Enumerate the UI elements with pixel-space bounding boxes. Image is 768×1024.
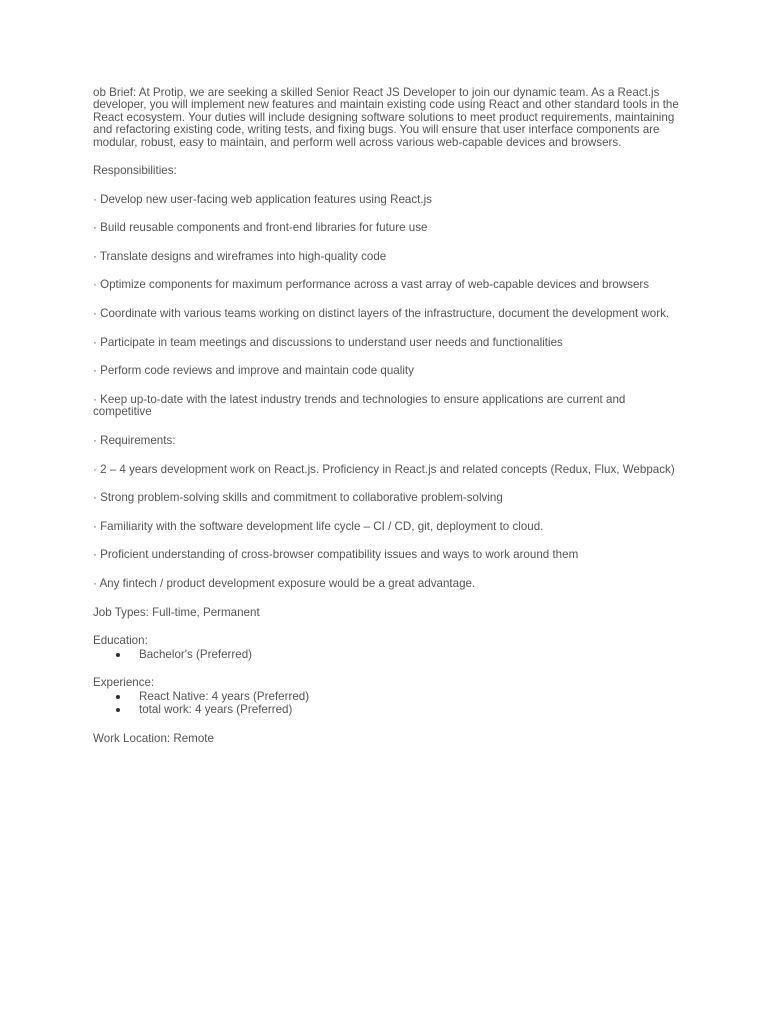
requirements-heading: · Requirements:	[93, 433, 176, 447]
list-item: React Native: 4 years (Preferred)	[93, 690, 679, 704]
responsibility-item: · Perform code reviews and improve and maintain code quality	[93, 364, 414, 378]
education-list	[93, 648, 679, 662]
list-item: Bachelor's (Preferred)	[93, 648, 679, 662]
responsibility-item: · Build reusable components and front-end libraries for future use	[93, 221, 428, 235]
requirement-item: · 2 – 4 years development work on React.js. Proficiency in React.js and related concepts (Redux, Flux, Webpack)	[93, 462, 675, 476]
experience-list	[93, 690, 679, 717]
responsibility-item: · Develop new user-facing web application features using React.js	[93, 192, 432, 206]
responsibility-item: · Participate in team meetings and discussions to understand user needs and functionalities	[93, 335, 563, 349]
requirement-item: · Familiarity with the software development life cycle – CI / CD, git, deployment to cloud.	[93, 519, 544, 533]
responsibility-item: · Keep up-to-date with the latest industry trends and technologies to ensure applications are current and competitive	[93, 392, 626, 419]
responsibility-item: · Translate designs and wireframes into high-quality code	[93, 249, 387, 263]
responsibility-item: · Optimize components for maximum performance across a vast array of web-capable devices and browsers	[93, 278, 650, 292]
responsibility-item: · Coordinate with various teams working on distinct layers of the infrastructure, document the development work.	[93, 307, 670, 320]
requirement-item: · Proficient understanding of cross-browser compatibility issues and ways to work around them	[93, 548, 579, 562]
list-item: total work: 4 years (Preferred)	[93, 703, 679, 717]
job-brief-paragraph: ob Brief: At Protip, we are seeking a skilled Senior React JS Developer to join our dynamic team. As a React.js developer, you will implement new features and maintain existing code using React and other standard tools in the React ecosystem. Your duties will include designing software solutions to meet product requirements, maintaining and refactoring existing code, writing tests, and fixing bugs. You will ensure that user interface components are modular, robust, easy to maintain, and perform well across various web-capable devices and browsers.	[93, 86, 679, 149]
work-location: Work Location: Remote	[93, 731, 214, 745]
requirement-item: · Strong problem-solving skills and commitment to collaborative problem-solving	[93, 491, 503, 505]
responsibilities-heading: Responsibilities:	[93, 164, 177, 178]
requirement-item: · Any fintech / product development exposure would be a great advantage.	[93, 576, 476, 590]
experience-heading: Experience:	[93, 676, 155, 690]
document-body	[93, 87, 679, 745]
education-heading: Education:	[93, 634, 148, 648]
job-types: Job Types: Full-time, Permanent	[93, 605, 260, 619]
